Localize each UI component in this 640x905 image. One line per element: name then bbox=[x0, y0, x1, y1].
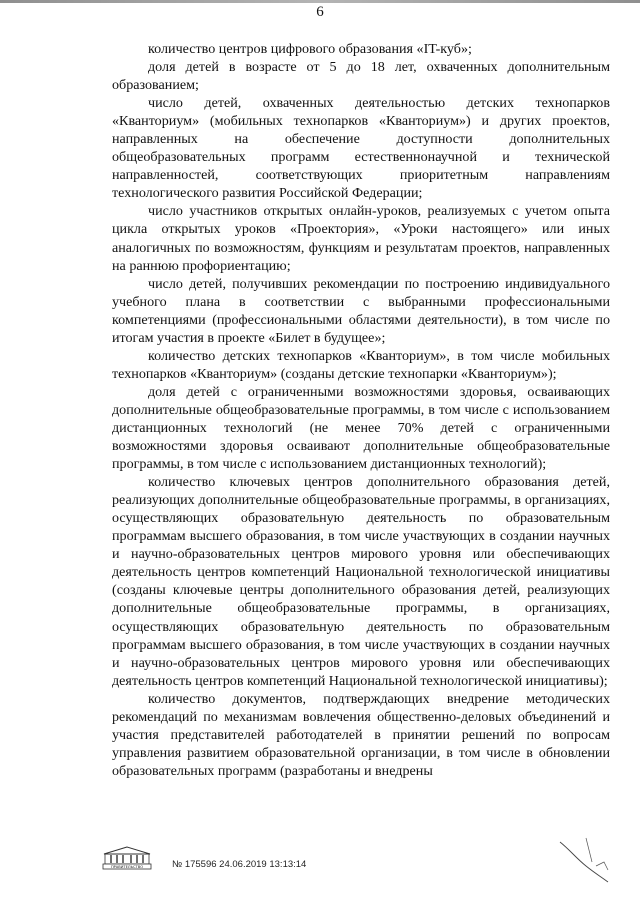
paragraph-online-lessons: число участников открытых онлайн-уроков, реализуемых с учетом опыта цикла открытых уроков «Проектория», «Уроки настоящего» или иных аналогичных по возможностям, функциям и результатам проектов, направленных на раннюю профориентацию; bbox=[112, 203, 610, 274]
paragraph-documents: количество документов, подтверждающих внедрение методических рекомендаций по механизмам вовлечения общественно-деловых объединений и участия представителей работодателей в принятии решений по вопросам управления развитием образовательной организации, в том числе в обновлении образовательных программ (разработаны и внедрены bbox=[112, 690, 610, 779]
paragraph-individual-plan: число детей, получивших рекомендации по построению индивидуального учебного плана в соответствии с выбранными профессиональными компетенциями (профессиональными областями деятельности), в том числе по итогам участия в проекте «Билет в будущее»; bbox=[112, 275, 610, 346]
paragraph-technoparks-count: количество детских технопарков «Кванториум», в том числе мобильных технопарков «Кванториум» (созданы детские технопарки «Кванториум»); bbox=[112, 347, 610, 382]
paragraph-it-cube: количество центров цифрового образования «IT-куб»; bbox=[148, 41, 472, 57]
registration-stamp: № 175596 24.06.2019 13:13:14 bbox=[172, 859, 307, 870]
paragraph-kvantorium-children: число детей, охваченных деятельностью детских технопарков «Кванториум» (мобильных технопарков «Кванториум») и других проектов, направленных на обеспечение доступности дополнительных общеобразовательных программ естественнонаучной и технической направленностей, соответствующих приоритетным направлениям технологического развития Российской Федерации; bbox=[112, 95, 610, 202]
government-building-icon bbox=[100, 846, 154, 870]
footer bbox=[98, 846, 618, 886]
paragraph-children-share: доля детей в возрасте от 5 до 18 лет, охваченных дополнительным образованием; bbox=[112, 59, 610, 94]
handwritten-mark-icon bbox=[556, 836, 616, 886]
page-number: 6 bbox=[316, 4, 324, 20]
svg-text:ПРАВИТЕЛЬСТВО: ПРАВИТЕЛЬСТВО bbox=[110, 865, 144, 870]
scan-top-edge bbox=[0, 0, 640, 3]
body-text bbox=[112, 40, 610, 780]
paragraph-disabilities-share: доля детей с ограниченными возможностями здоровья, осваивающих дополнительные общеобразовательные программы, в том числе с использованием дистанционных технологий (не менее 70% детей с ограниченными возможностями здоровья осваивают дополнительные общеобразовательные программы, в том числе с использованием дистанционных технологий); bbox=[112, 383, 610, 473]
paragraph-key-centers: количество ключевых центров дополнительного образования детей, реализующих дополнительные общеобразовательные программы, в организациях, осуществляющих образовательную деятельность по образовательным программам высшего образования, в том числе участвующих в создании научных и научно-образовательных центров мирового уровня или обеспечивающих деятельность центров компетенций Национальной технологической инициативы (созданы ключевые центры дополнительного образования детей, реализующих дополнительные общеобразовательные программы, в организациях, осуществляющих образовательную деятельность по образовательным программам высшего образования, в том числе участвующих в создании научных и научно-образовательных центров мирового уровня или обеспечивающих деятельность центров компетенций Национальной технологической инициативы); bbox=[112, 474, 610, 689]
